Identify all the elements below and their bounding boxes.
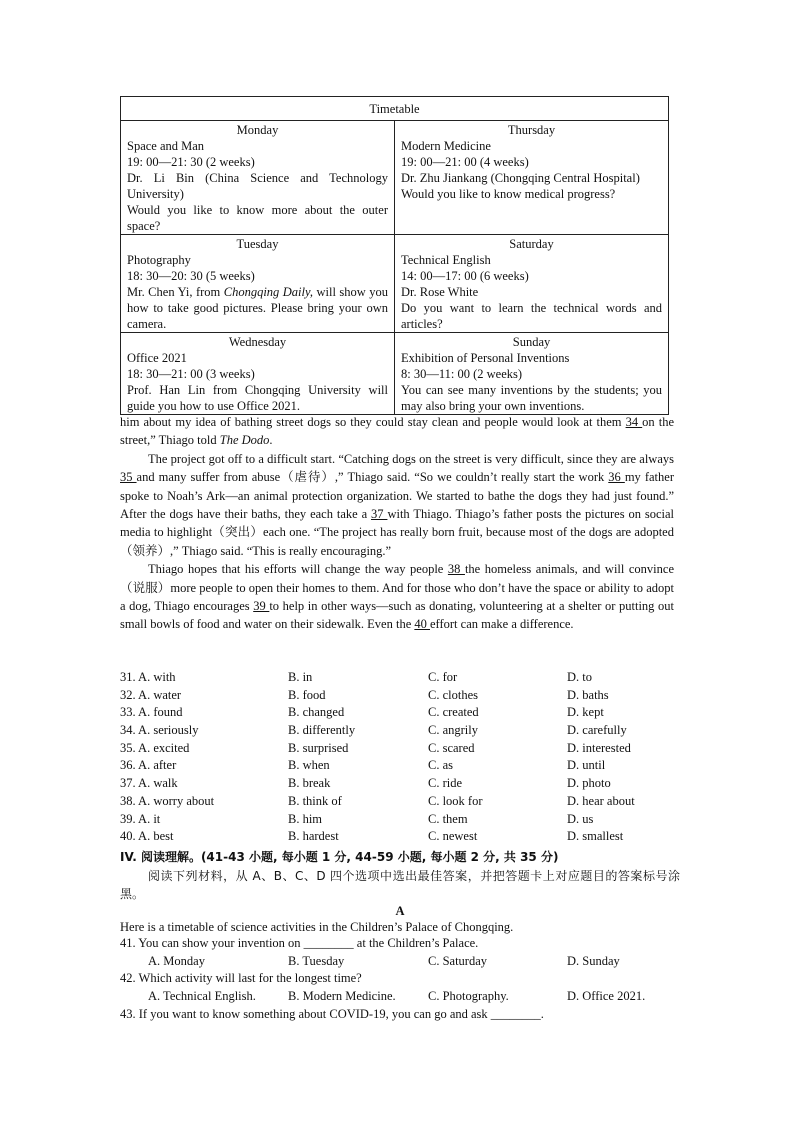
- course-time: 19: 00—21: 30 (2 weeks): [127, 155, 255, 169]
- course-name: Space and Man: [127, 139, 205, 153]
- timetable-cell-saturday: [395, 235, 669, 333]
- option-a: 31. A. with: [120, 670, 176, 684]
- course-desc: Do you want to learn the technical words and articles?: [401, 301, 662, 331]
- option-d: D. baths: [567, 687, 609, 702]
- option-d: D. carefully: [567, 723, 627, 738]
- course-desc: Would you like to know more about the outer space?: [127, 203, 388, 233]
- timetable: [120, 96, 669, 415]
- option-c: C. as: [428, 758, 453, 773]
- option-d: D. hear about: [567, 793, 635, 808]
- option-c: C. scared: [428, 740, 475, 755]
- option-row-33: [120, 704, 680, 722]
- option-row-37: [120, 775, 680, 793]
- option-c: C. look for: [428, 793, 483, 808]
- blank-40: 40: [414, 617, 430, 632]
- text: to help in other ways—such as donating, volunteering at a shelter or putting out small bowls of food and water on their sidewalk. Even the: [120, 599, 675, 632]
- blank-39: 39: [253, 599, 270, 614]
- course-time: 18: 30—21: 00 (3 weeks): [127, 367, 255, 381]
- paragraph-2: [120, 450, 674, 560]
- option-b: B. break: [288, 776, 331, 791]
- blank-38: 38: [447, 562, 465, 577]
- option-row-31: [120, 669, 680, 687]
- day-label: Tuesday: [236, 237, 279, 251]
- timetable-cell-monday: [121, 121, 395, 235]
- question-42-options: [120, 988, 680, 1006]
- option-b: B. in: [288, 670, 313, 684]
- teacher-text-rest: will show you how to take good pictures. Please bring your own camera.: [127, 285, 388, 331]
- option-a: A. Monday: [148, 954, 205, 968]
- option-a: 39. A. it: [120, 811, 161, 826]
- timetable-title: Timetable: [121, 97, 669, 121]
- course-teacher: Prof. Han Lin from Chongqing University will guide you how to use Office 2021.: [127, 383, 388, 413]
- timetable-cell-thursday: [395, 121, 669, 235]
- course-time: 19: 00—21: 00 (4 weeks): [401, 155, 529, 169]
- option-a: 33. A. found: [120, 705, 183, 720]
- option-b: B. hardest: [288, 829, 339, 844]
- part-label: A: [395, 904, 405, 918]
- option-a: 35. A. excited: [120, 740, 190, 755]
- option-d: D. Office 2021.: [567, 989, 646, 1003]
- day-label: Monday: [236, 123, 279, 137]
- question-42: 42. Which activity will last for the longest time?: [120, 971, 362, 985]
- option-c: C. Photography.: [428, 989, 509, 1003]
- course-teacher: Dr. Rose White: [401, 285, 479, 299]
- course-name: Exhibition of Personal Inventions: [401, 351, 570, 365]
- course-name: Technical English: [401, 253, 491, 267]
- option-row-40: [120, 828, 680, 846]
- course-desc: Would you like to know medical progress?: [401, 187, 616, 201]
- blank-34: 34: [625, 415, 643, 429]
- course-name: Photography: [127, 253, 191, 267]
- option-a: 34. A. seriously: [120, 723, 199, 738]
- option-d: D. us: [567, 811, 594, 826]
- text: The project got off to a difficult start. “Catching dogs on the street is very difficult, since they are always: [148, 451, 674, 466]
- text: on the street,” Thiago told: [120, 415, 675, 448]
- day-label: Wednesday: [228, 335, 287, 349]
- option-c: C. them: [428, 811, 468, 826]
- blank-36: 36: [608, 470, 625, 485]
- option-a: 40. A. best: [120, 829, 174, 844]
- option-d: D. interested: [567, 740, 631, 755]
- option-c: C. created: [428, 705, 479, 720]
- text: the homeless animals, and will convince（说服）more people to open their homes to them. And for those who don’t have the space or ability to adopt a dog, Thiago encourages: [120, 562, 675, 614]
- reading-intro: Here is a timetable of science activities in the Children’s Palace of Chongqing.: [120, 920, 514, 934]
- option-b: B. food: [288, 687, 326, 702]
- option-row-39: [120, 811, 680, 829]
- day-label: Sunday: [512, 335, 551, 349]
- course-desc: You can see many inventions by the students; you may also bring your own inventions.: [401, 383, 662, 413]
- text: my father spoke to Noah’s Ark—an animal protection organization. We started to bathe the dogs they had just found.” After the dogs have their baths, they each take a: [120, 470, 674, 522]
- option-b: B. when: [288, 758, 330, 773]
- option-c: C. newest: [428, 829, 478, 844]
- option-b: B. Tuesday: [288, 954, 345, 968]
- option-row-34: [120, 722, 680, 740]
- option-a: A. Technical English.: [148, 989, 256, 1003]
- question-43: 43. If you want to know something about COVID-19, you can go and ask ________.: [120, 1007, 544, 1021]
- blank-35: 35: [120, 470, 137, 485]
- option-c: C. clothes: [428, 687, 478, 702]
- option-d: D. photo: [567, 776, 611, 791]
- option-d: D. smallest: [567, 829, 624, 844]
- question-41-options: [120, 953, 680, 971]
- option-a: 37. A. walk: [120, 776, 178, 791]
- newspaper-name: Chongqing Daily,: [223, 285, 313, 299]
- option-d: D. until: [567, 758, 606, 773]
- timetable-cell-sunday: [395, 333, 669, 415]
- course-teacher: [127, 284, 388, 332]
- option-b: B. surprised: [288, 740, 349, 755]
- text: with Thiago. Thiago’s father posts the pictures on social media to highlight（突出）each one. “The project has really born fruit, because most of the dogs are adopted（领养）,” Thiago said. “This is really encouraging.”: [120, 507, 675, 558]
- course-time: 14: 00—17: 00 (6 weeks): [401, 269, 529, 283]
- course-time: 18: 30—20: 30 (5 weeks): [127, 269, 255, 283]
- option-c: C. for: [428, 670, 458, 684]
- option-b: B. him: [288, 811, 323, 826]
- blank-37: 37: [371, 507, 388, 522]
- teacher-text: Mr. Chen Yi, from: [127, 285, 224, 299]
- text: effort can make a difference.: [430, 617, 574, 632]
- option-a: 38. A. worry about: [120, 793, 215, 808]
- timetable-cell-wednesday: [121, 333, 395, 415]
- option-a: 32. A. water: [120, 687, 182, 702]
- paragraph-1: [120, 413, 674, 450]
- option-d: D. Sunday: [567, 954, 620, 968]
- option-row-32: [120, 687, 680, 705]
- text: .: [269, 433, 273, 448]
- option-b: B. changed: [288, 705, 345, 720]
- section-heading: IV. 阅读理解。(41-43 小题, 每小题 1 分, 44-59 小题, 每小题 2 分, 共 35 分): [120, 850, 559, 864]
- option-c: C. Saturday: [428, 954, 488, 968]
- text: him about my idea of bathing street dogs so they could stay clean and people would look at them: [120, 415, 626, 429]
- text: and many suffer from abuse（虐待）,” Thiago said. “So we couldn’t really start the work: [136, 470, 609, 485]
- section-instruction: 阅读下列材料，从 A、B、C、D 四个选项中选出最佳答案，并把答题卡上对应题目的答案标号涂黑。: [120, 869, 680, 901]
- option-c: C. ride: [428, 776, 463, 791]
- day-label: Thursday: [507, 123, 556, 137]
- day-label: Saturday: [509, 237, 554, 251]
- course-name: Office 2021: [127, 351, 187, 365]
- option-a: 36. A. after: [120, 758, 177, 773]
- cloze-passage: [120, 413, 674, 634]
- course-teacher: Dr. Zhu Jiankang (Chongqing Central Hospital): [401, 171, 640, 185]
- course-time: 8: 30—11: 00 (2 weeks): [401, 367, 523, 381]
- option-row-36: [120, 757, 680, 775]
- publication-name: The Dodo: [219, 433, 270, 448]
- option-b: B. think of: [288, 793, 342, 808]
- paragraph-3: [120, 560, 674, 634]
- option-b: B. Modern Medicine.: [288, 989, 396, 1003]
- course-name: Modern Medicine: [401, 139, 491, 153]
- answer-options: [120, 669, 680, 846]
- option-row-38: [120, 793, 680, 811]
- option-row-35: [120, 740, 680, 758]
- question-41: 41. You can show your invention on ________ at the Children’s Palace.: [120, 936, 479, 950]
- option-d: D. to: [567, 670, 592, 684]
- course-teacher: Dr. Li Bin (China Science and Technology University): [127, 171, 388, 201]
- timetable-cell-tuesday: [121, 235, 395, 333]
- text: Thiago hopes that his efforts will change the way people: [148, 562, 448, 577]
- option-b: B. differently: [288, 723, 356, 738]
- option-c: C. angrily: [428, 723, 478, 738]
- option-d: D. kept: [567, 705, 604, 720]
